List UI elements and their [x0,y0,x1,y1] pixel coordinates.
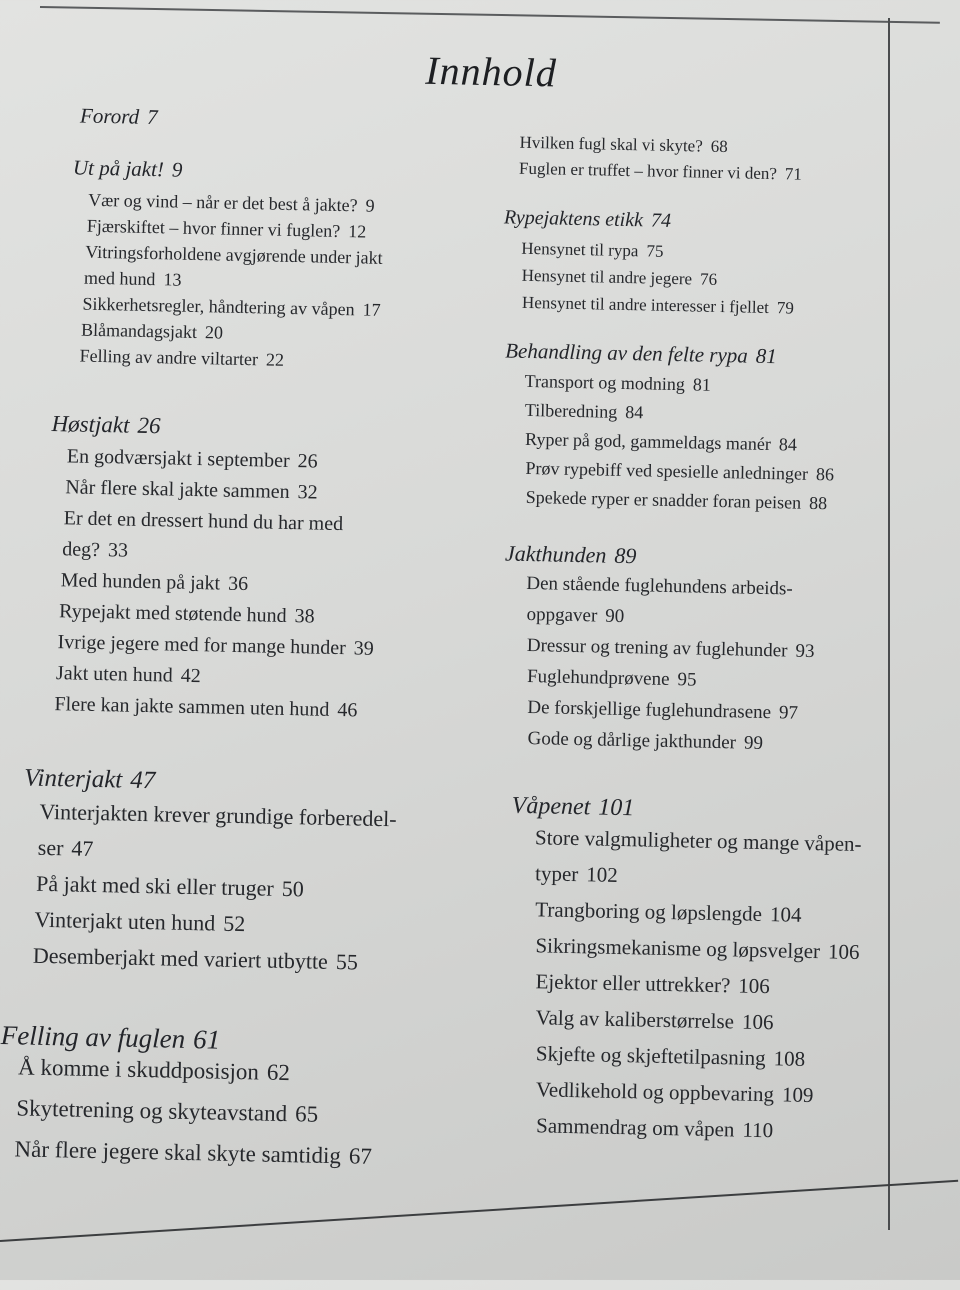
toc-entry-text: Valg av kaliberstørrelse [535,1005,735,1034]
toc-entry-text: Trangboring og løpslengde [535,897,763,926]
toc-entry [527,635,815,663]
toc-entry-page-number: 17 [362,299,381,320]
toc-entry [82,294,381,321]
toc-entry-text: Sammendrag om våpen [535,1113,735,1142]
toc-entry-page-number: 36 [227,572,249,596]
toc-section-heading-page-number: 26 [137,412,161,439]
toc-entry [527,728,763,755]
toc-entry [527,666,697,692]
toc-entry-text: deg? [62,538,101,562]
toc-entry-page-number: 33 [107,539,129,562]
toc-section-heading [51,411,160,439]
toc-section-heading-text: Høstjakt [51,410,130,438]
toc-section-heading [511,793,634,823]
toc-entry-page-number: 102 [586,862,619,887]
toc-entry [81,320,223,344]
toc-entry-text: En godværsjakt i september [66,445,290,472]
toc-entry-text: med hund [83,267,156,290]
toc-entry-text: Hensynet til andre interesser i fjellet [521,292,770,317]
toc-section-heading [504,206,671,232]
toc-entry-text: Hensynet til andre jegere [521,265,693,289]
toc-entry [536,1041,806,1072]
toc-section-heading-text: Ut på jakt! [72,155,165,182]
toc-entry-page-number: 93 [795,640,815,663]
toc-entry-page-number: 99 [743,732,764,754]
toc-entry-text: Vitringsforholdene avgjørende under jakt [85,241,383,268]
toc-entry-text: Ivrige jegere med for mange hunder [57,631,346,660]
toc-entry-page-number: 75 [646,241,664,261]
toc-entry-text: Å komme i skuddposisjon [17,1054,260,1085]
toc-section-heading-page-number: 47 [129,766,156,795]
toc-entry [526,573,793,601]
toc-entry-text: Med hunden på jakt [60,569,221,595]
toc-entry [536,1077,814,1108]
toc-entry-text: Flere kan jakte sammen uten hund [54,693,330,721]
toc-entry-text: Rypejakt med støtende hund [58,600,287,627]
toc-entry [14,1136,372,1169]
toc-entry [536,1113,773,1143]
toc-entry-text: Store valgmuligheter og mange våpen- [534,825,862,857]
toc-entry-page-number: 97 [778,702,799,724]
toc-entry-page-number: 84 [778,434,798,455]
toc-entry-text: De forskjellige fuglehundrasene [527,697,772,724]
toc-entry-text: Vær og vind – når er det best å jakte? [88,189,358,216]
toc-entry-page-number: 38 [294,605,315,628]
toc-section-heading-page-number: 81 [755,343,778,369]
toc-entry [60,569,248,596]
toc-heading-forord-text: Forord [79,103,140,129]
toc-entry [57,631,374,661]
toc-entry-page-number: 67 [348,1143,373,1169]
toc-entry [535,861,618,888]
toc-entry-text: Sikkerhetsregler, håndtering av våpen [82,293,355,320]
toc-entry-text: Spekede ryper er snadder foran peisen [525,486,802,513]
toc-entry-page-number: 47 [71,835,94,861]
toc-entry-text: Den stående fuglehundens arbeids- [526,572,793,600]
toc-entry [18,1054,290,1086]
toc-entry-page-number: 65 [294,1101,319,1127]
toc-entry [88,190,375,217]
toc-heading-forord [80,104,158,131]
toc-entry-page-number: 50 [281,875,305,902]
toc-entry-text: Fuglehundprøvene [526,666,670,690]
toc-entry [62,538,128,562]
toc-entry-text: Transport og modning [524,370,686,395]
toc-entry-text: Vinterjakt uten hund [34,906,216,936]
toc-entry-text: Desemberjakt med variert utbytte [32,942,329,974]
toc-entry [36,871,304,903]
toc-section-heading [505,541,637,570]
toc-section-heading-text: Rypejaktens etikk [503,206,644,232]
toc-entry-text: Blåmandagsjakt [80,319,198,343]
toc-section-heading [505,338,777,369]
toc-entry [87,216,367,243]
toc-entry-text: ser [37,834,64,861]
toc-entry [521,266,717,290]
toc-section-heading-page-number: 101 [598,794,635,822]
toc-entry-page-number: 106 [827,939,860,965]
toc-entry [39,799,397,832]
toc-entry [536,1005,774,1035]
toc-entry-page-number: 90 [605,605,625,628]
toc-entry-page-number: 109 [781,1082,814,1108]
toc-entry [525,458,834,485]
toc-entry [38,835,94,862]
page-title: Innhold [424,47,558,96]
toc-entry-text: Når flere jegere skal skyte samtidig [14,1136,342,1169]
toc-entry-text: Prøv rypebiff ved spesielle anledninger [525,457,809,484]
toc-entry-page-number: 104 [769,902,802,927]
toc-entry-text: Er det en dressert hund du har med [63,507,344,536]
toc-entry-page-number: 81 [692,374,712,395]
toc-section-heading [24,764,156,795]
toc-entry [59,600,315,628]
toc-entry-text: Skytetrening og skyteavstand [16,1095,288,1127]
toc-section-heading-text: Våpenet [511,792,591,821]
toc-entry-text: Hensynet til rypa [521,238,639,261]
toc-entry [535,825,862,857]
toc-entry-page-number: 88 [808,492,828,514]
toc-section-heading [73,155,183,182]
toc-entry-text: Gode og dårlige jakthunder [527,728,737,754]
toc-section-heading-text: Vinterjakt [23,764,123,794]
toc-entry-page-number: 22 [265,349,285,370]
toc-entry-page-number: 86 [815,464,835,485]
toc-entry-text: Dressur og trening av fuglehunder [526,634,788,662]
toc-entry [535,933,860,965]
toc-entry-text: Fjærskiftet – hvor finner vi fuglen? [86,215,341,241]
toc-entry [535,969,770,999]
toc-entry [79,346,284,371]
toc-section-heading-text: Jakthunden [504,540,607,568]
toc-entry [524,371,711,396]
toc-entry-text: Felling av andre viltarter [79,345,259,370]
toc-entry-page-number: 68 [710,136,728,157]
toc-section-heading-text: Behandling av den felte rypa [504,338,749,368]
toc-entry-text: Jakt uten hund [55,662,173,687]
toc-entry-text: På jakt med ski eller truger [35,870,275,901]
toc-entry [34,907,245,937]
toc-entry-text: Ryper på god, gammeldags manér [524,428,772,455]
toc-section-heading-page-number: 9 [171,157,183,182]
toc-entry-text: Vinterjakten krever grundige forberedel- [39,798,397,832]
toc-entry [526,487,828,514]
toc-entry [535,897,802,928]
toc-entry-page-number: 42 [180,664,201,688]
toc-entry [56,662,201,688]
toc-entry-page-number: 20 [204,322,224,343]
toc-entry-page-number: 106 [741,1009,774,1035]
toc-entry [65,476,318,504]
toc-heading-forord-page-number: 7 [146,104,158,130]
toc-entry-page-number: 79 [776,298,795,318]
toc-entry [16,1095,318,1127]
toc-entry-text: Skjefte og skjeftetilpasning [535,1041,766,1071]
toc-entry-page-number: 26 [297,450,318,473]
toc-section-heading-page-number: 89 [614,542,637,569]
toc-entry-text: typer [534,861,579,887]
toc-entry [519,159,802,185]
toc-entry [54,693,357,722]
toc-entry-page-number: 106 [738,973,771,999]
toc-entry-page-number: 84 [624,402,644,423]
toc-entry [519,133,728,157]
toc-section-heading-text: Felling av fuglen [0,1020,186,1054]
toc-entry-text: Fuglen er truffet – hvor finner vi den? [518,158,778,184]
toc-entry-text: Hvilken fugl skal vi skyte? [519,132,703,156]
toc-entry [526,604,624,628]
toc-entry [522,293,794,319]
toc-entry [64,507,344,536]
toc-entry-page-number: 12 [348,221,367,242]
toc-entry [527,697,798,725]
toc-entry-page-number: 110 [742,1117,774,1143]
toc-entry-page-number: 13 [163,269,182,290]
toc-entry-text: Ejektor eller uttrekker? [535,969,731,998]
toc-entry-page-number: 9 [365,195,375,216]
toc-entry [33,943,359,976]
toc-section-heading [0,1020,220,1056]
toc-entry-text: Vedlikehold og oppbevaring [535,1077,775,1107]
toc-entry-page-number: 46 [337,699,358,722]
toc-entry-text: oppgaver [526,603,598,627]
toc-entry-text: Tilberedning [524,399,618,422]
toc-entry-page-number: 39 [353,637,374,660]
toc-section-heading-page-number: 61 [192,1024,221,1055]
toc-entry [525,400,644,423]
toc-entry-page-number: 62 [266,1059,291,1086]
toc-entry-page-number: 71 [784,164,803,184]
toc-entry-page-number: 108 [773,1046,806,1071]
toc-entry-page-number: 95 [677,669,697,691]
toc-entry-page-number: 55 [335,949,359,975]
toc-entry [521,239,663,262]
toc-entry-page-number: 52 [222,910,246,937]
toc-entry-text: Sikringsmekanisme og løpsvelger [535,933,821,964]
toc-entry [67,445,318,473]
toc-entry [84,268,182,291]
toc-entry-text: Når flere skal jakte sammen [65,476,290,503]
toc-entry-page-number: 76 [699,269,718,289]
toc-entry-page-number: 32 [297,481,318,504]
toc-entry [525,429,797,456]
toc-entry [85,242,383,269]
toc-section-heading-page-number: 74 [650,209,672,232]
